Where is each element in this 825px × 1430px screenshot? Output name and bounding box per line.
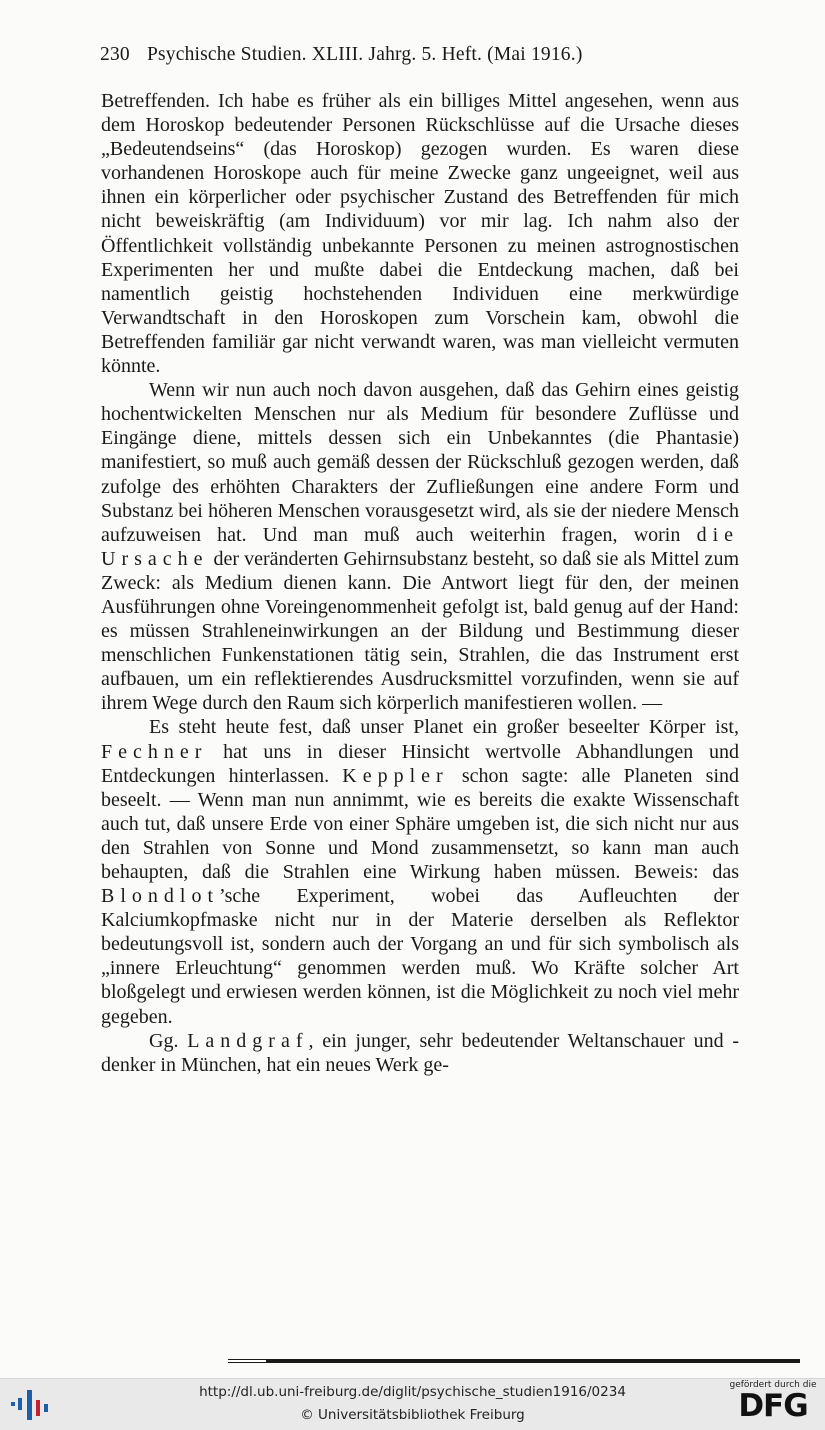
spaced-name-blondlot: Blondlot: [101, 885, 220, 908]
footer-url-link[interactable]: http://dl.ub.uni-freiburg.de/diglit/psychische_studien1916/0234: [199, 1384, 626, 1400]
body-text: [101, 89, 739, 1077]
paragraph-3: [101, 715, 739, 1028]
footer-copyright: © Universitätsbibliothek Freiburg: [300, 1407, 525, 1423]
paragraph-text: ’sche Experiment, wobei das Aufleuchten der Kalciumkopfmaske nicht nur in der Materie derselben als Reflektor bedeutungsvoll ist, sondern auch der Vorgang an und für sich symbolisch als „innere Erleuchtung“ genommen werden muß. Wo Kräfte solcher Art bloßgelegt und erwiesen werden können, ist die Möglichkeit zu noch viel mehr gegeben.: [101, 885, 739, 1028]
paragraph-text: der veränderten Gehirnsubstanz besteht, so daß sie als Mittel zum Zweck: als Medium dienen kann. Die Antwort liegt für den, der meinen Ausführungen ohne Voreingenommenheit gefolgt ist, bald genug auf der Hand: es müssen Strahleneinwirkungen an der Bildung und Bestimmung dieser menschlichen Funkenstationen tätig sein, Strahlen, die das Instrument erst aufbauen, um ein reflektierendes Ausdrucksmittel vorzufinden, wenn sie auf ihrem Wege durch den Raum sich körperlich manifestieren wollen. —: [101, 547, 739, 715]
running-title: Psychische Studien. XLIII. Jahrg. 5. Heft. (Mai 1916.): [146, 44, 583, 65]
paragraph-text: Wenn wir nun auch noch davon ausgehen, daß das Gehirn eines geistig hochentwickelten Menschen nur als Medium für besondere Zuflüsse und Eingänge diene, mittels dessen sich ein Unbekanntes (die Phantasie) manifestiert, so muß auch gemäß dessen der Rückschluß gezogen werden, daß zufolge des erhöhten Charakters der Zufließungen eine andere Form und Substanz bei höheren Menschen vorausgesetzt wird, als sie der niedere Mensch aufzuweisen hat. Und man muß auch weiterhin fragen, worin: [101, 379, 739, 546]
page-number: 230: [100, 44, 130, 65]
footer-rule-gap: [228, 1360, 266, 1362]
paragraph-text: Betreffenden. Ich habe es früher als ein billiges Mittel angesehen, wenn aus dem Horoskop bedeutender Personen Rückschlüsse auf die Ursache dieses „Bedeutendseins“ (das Horoskop) gezogen wurden. Es waren diese vorhandenen Horoskope auch für meine Zwecke ganz ungeeignet, weil aus ihnen ein körperlicher oder psychischer Zustand des Betreffenden für mich nicht beweiskräftig (am Individuum) vor mir lag. Ich nahm also der Öffentlichkeit vollständig unbekannte Personen zu meinen astrognostischen Experimenten her und mußte dabei die Entdeckung machen, daß bei namentlich geistig hochstehenden Individuen eine merkwürdige Verwandtschaft in den Horoskopen zum Vorschein kam, obwohl die Betreffenden familiär gar nicht verwandt waren, was man vielleicht vermuten könnte.: [101, 90, 739, 378]
dfg-funding-logo: [726, 1380, 820, 1426]
spaced-name-fechner: Fechner: [101, 740, 208, 763]
paragraph-text: schon sagte: alle Planeten sind beseelt. — Wenn man nun annimmt, wie es bereits die exakte Wissenschaft auch tut, daß unsere Erde von einer Sphäre umgeben ist, die sich nicht nur aus den Strahlen von Sonne und Mond zusammensetzt, so kann man auch behaupten, daß die Strahlen eine Wirkung haben müssen. Beweis: das: [101, 764, 739, 883]
spaced-emphasis: die Ursache: [101, 523, 739, 570]
dfg-logo: DFG: [738, 1388, 808, 1424]
running-head: [100, 44, 705, 66]
dfg-caption: gefördert durch die: [729, 1380, 817, 1390]
paragraph-text: , ein junger, sehr bedeutender Weltanschauer und -denker in München, hat ein neues Werk ge-: [101, 1029, 739, 1076]
spaced-name-landgraf: Landgraf: [187, 1029, 309, 1052]
paragraph-4: [101, 1029, 739, 1077]
paragraph-1: [101, 89, 739, 378]
paragraph-text: Es steht heute fest, daß unser Planet ein großer beseelter Körper ist,: [149, 716, 739, 739]
spaced-name-keppler: Keppler: [342, 764, 449, 787]
paragraph-text: Gg.: [149, 1029, 188, 1052]
footer-rule: [228, 1359, 800, 1363]
paragraph-text: hat uns in dieser Hinsicht wertvolle Abhandlungen und Entdeckungen hinterlassen.: [101, 740, 739, 787]
paragraph-2: [101, 378, 739, 715]
